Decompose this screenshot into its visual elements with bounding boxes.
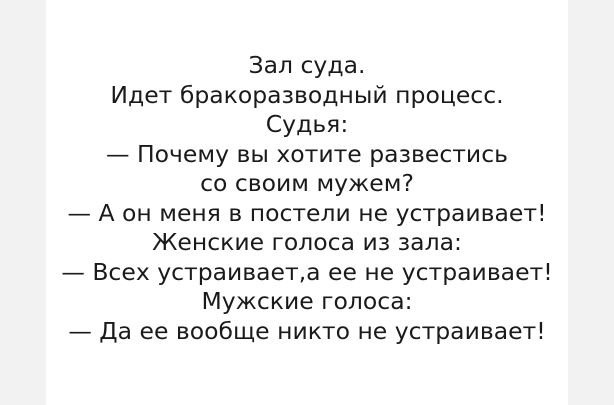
joke-line: — Да ее вообще никто не устраивает!	[68, 316, 546, 345]
joke-line: со своим мужем?	[200, 169, 414, 197]
right-gutter	[568, 0, 614, 405]
joke-line: — Всех устраивает,а ее не устраивает!	[61, 257, 553, 286]
left-gutter	[0, 0, 46, 405]
joke-line: Мужские голоса:	[201, 287, 413, 315]
joke-line: Судья:	[265, 110, 349, 138]
joke-line: — А он меня в постели не устраивает!	[67, 198, 547, 227]
joke-line: Идет бракоразводный процесс.	[110, 80, 504, 109]
joke-line: — Почему вы хотите развестись	[106, 139, 508, 168]
joke-line: Зал суда.	[248, 51, 366, 79]
joke-line: Женские голоса из зала:	[152, 228, 462, 256]
joke-text-block	[46, 0, 568, 405]
